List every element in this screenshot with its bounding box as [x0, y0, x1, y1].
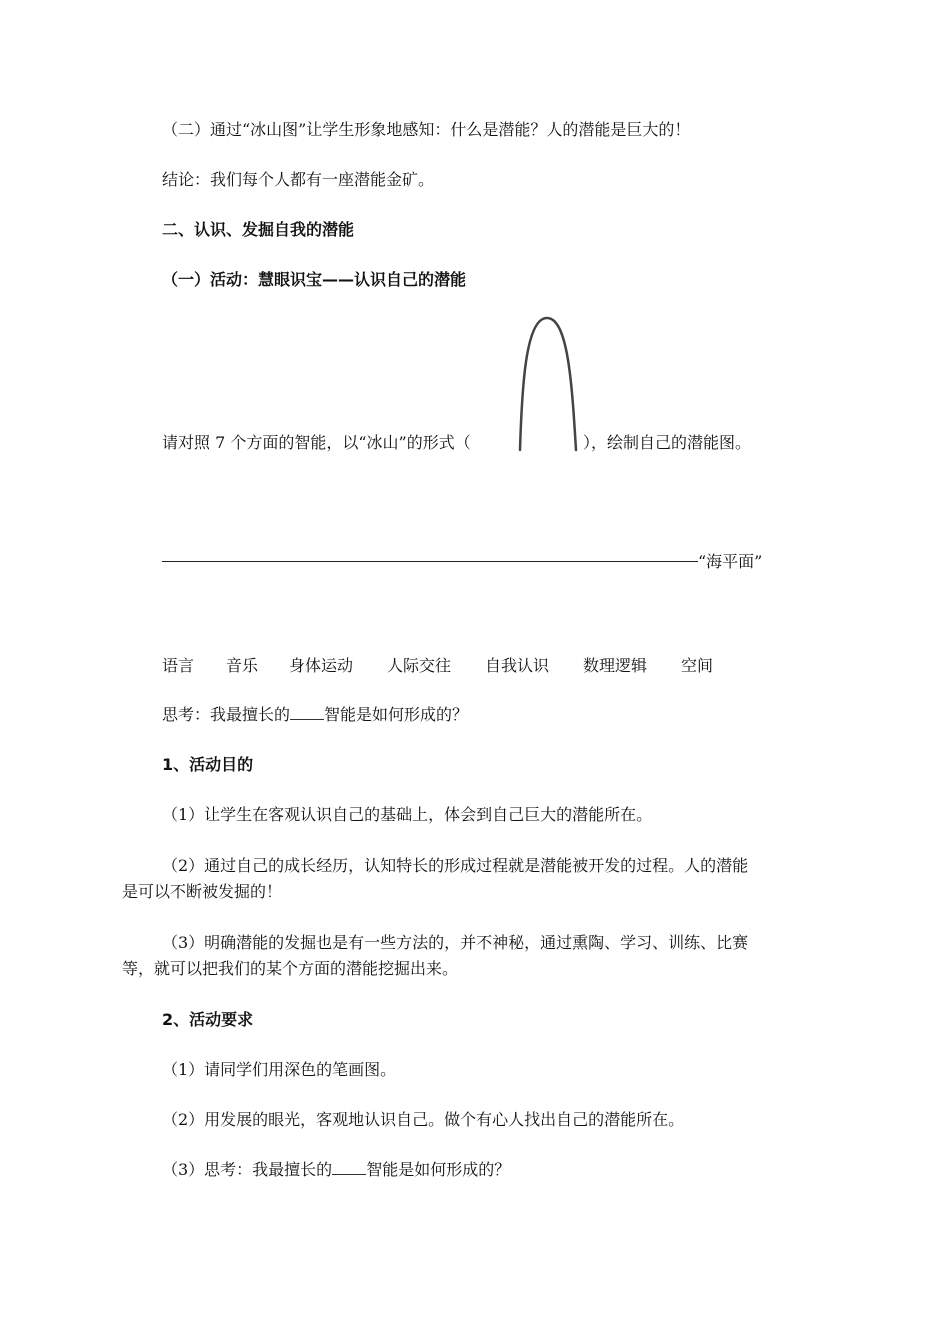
goal-2-line-1: （2）通过自己的成长经历，认知特长的形成过程就是潜能被开发的过程。人的潜能	[162, 856, 749, 875]
section-heading: 二、认识、发掘自我的潜能	[162, 220, 355, 239]
intelligence-item: 数理逻辑	[583, 656, 648, 675]
paragraph-iceberg-intro: （二）通过“冰山图”让学生形象地感知：什么是潜能？人的潜能是巨大的！	[162, 120, 691, 139]
intelligence-item: 人际交往	[387, 656, 452, 675]
goal-2-line-2: 是可以不断被发掘的！	[122, 882, 283, 901]
intelligence-item: 身体运动	[289, 656, 354, 675]
intelligence-item: 自我认识	[485, 656, 550, 675]
requirement-3	[162, 1160, 510, 1180]
requirement-2: （2）用发展的眼光，客观地认识自己。做个有心人找出自己的潜能所在。	[162, 1110, 685, 1129]
activity-heading: （一）活动：慧眼识宝——认识自己的潜能	[162, 270, 467, 289]
requirement-1: （1）请同学们用深色的笔画图。	[162, 1060, 397, 1079]
think-question-before: 思考：我最擅长的	[162, 705, 291, 724]
goal-3-line-1: （3）明确潜能的发掘也是有一些方法的，并不神秘，通过熏陶、学习、训练、比赛	[162, 933, 749, 952]
requirements-heading: 2、活动要求	[162, 1010, 254, 1029]
intelligence-item: 空间	[681, 656, 714, 675]
intelligence-item: 音乐	[226, 656, 259, 675]
requirement-3-after: 智能是如何形成的？	[366, 1160, 511, 1179]
fill-in-blank[interactable]	[290, 705, 324, 720]
purpose-heading: 1、活动目的	[162, 755, 254, 774]
think-question-after: 智能是如何形成的？	[324, 705, 469, 724]
sea-level-label: “海平面”	[698, 552, 763, 571]
paragraph-conclusion: 结论：我们每个人都有一座潜能金矿。	[162, 170, 435, 189]
instruction-before: 请对照 7 个方面的智能，以“冰山”的形式（	[162, 433, 471, 452]
fill-in-blank[interactable]	[332, 1160, 366, 1175]
think-question	[162, 705, 468, 725]
goal-1: （1）让学生在客观认识自己的基础上，体会到自己巨大的潜能所在。	[162, 805, 653, 824]
requirement-3-before: （3）思考：我最擅长的	[162, 1160, 333, 1179]
sea-level-line	[162, 561, 698, 562]
instruction-after: ），绘制自己的潜能图。	[583, 433, 752, 452]
iceberg-icon	[512, 314, 582, 454]
intelligence-item: 语言	[162, 656, 195, 675]
goal-3-line-2: 等，就可以把我们的某个方面的潜能挖掘出来。	[122, 959, 459, 978]
